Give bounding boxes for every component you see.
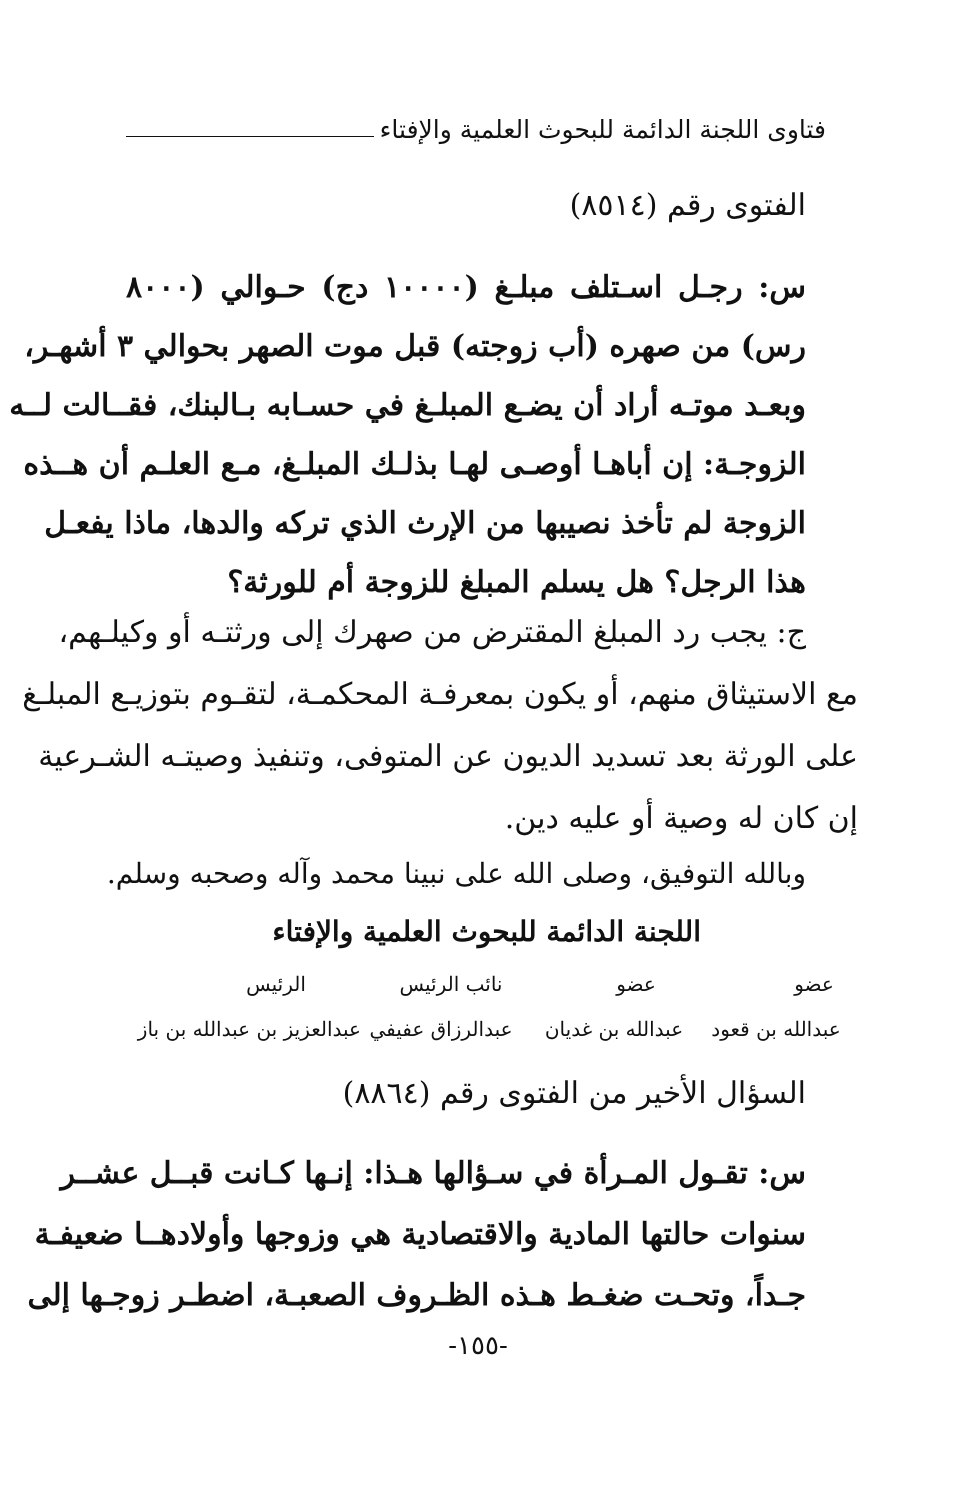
question-line: سنوات حالتها المادية والاقتصادية هي وزوجها وأولادهــا ضعيفـة [34, 1217, 806, 1252]
fatwa-question [27, 1143, 806, 1326]
fatwa-title: الفتوى رقم (٨٥١٤) [569, 188, 806, 223]
fatwa-answer [22, 602, 858, 850]
header-title: فتاوى اللجنة الدائمة للبحوث العلمية والإفتاء [379, 115, 826, 144]
page-number: -١٥٥- [448, 1331, 508, 1361]
question-line: رس) من صهره (أب زوجته) قبل موت الصهر بحوالي ٣ أشهـر، [24, 329, 806, 364]
closing-formula: وبالله التوفيق، وصلى الله على نبينا محمد وآله وصحبه وسلم. [106, 857, 806, 890]
signatory-role: عضو [794, 972, 834, 996]
question-line: الزوجـة: إن أباهـا أوصـى لهـا بذلـك المبلـغ، مـع العلـم أن هــذه [23, 447, 806, 482]
answer-line: ج: يجب رد المبلغ المقترض من صهرك إلى ورثتـه أو وكيلـهم، [58, 615, 806, 650]
answer-line: إن كان له وصية أو عليه دين. [504, 801, 858, 836]
question-line: س: تقـول المـرأة في سـؤالها هـذا: إنـها كـانت قبــل عشــر [60, 1156, 806, 1191]
answer-line: على الورثة بعد تسديد الديون عن المتوفى، وتنفيذ وصيتـه الشـرعية [38, 739, 858, 774]
signatory-role: الرئيس [246, 972, 306, 996]
fatwa-title: السؤال الأخير من الفتوى رقم (٨٨٦٤) [342, 1076, 806, 1111]
question-line: وبعـد موتـه أراد أن يضـع المبلـغ في حسـابه بـالبنك، فقــالت لــه [9, 388, 806, 423]
header-rule [126, 136, 374, 137]
answer-line: مع الاستيثاق منهم، أو يكون بمعرفـة المحكمـة، لتقـوم بتوزيـع المبلـغ [22, 677, 858, 712]
fatwa-question [9, 258, 806, 612]
question-line: هذا الرجل؟ هل يسلم المبلغ للزوجة أم للورثة؟ [227, 565, 806, 600]
signatory-name: عبدالله بن قعود [711, 1017, 841, 1041]
signatory-name: عبدالرزاق عفيفي [369, 1017, 513, 1041]
signatory-role: عضو [616, 972, 656, 996]
running-header [126, 104, 826, 144]
question-line: س: رجـل اسـتلف مبلـغ (١٠٠٠٠ دج) حـوالي (٨٠٠٠ [126, 270, 806, 305]
question-line: جـداً، وتحـت ضغـط هـذه الظـروف الصعبـة، اضطـر زوجـها إلى [27, 1278, 806, 1313]
signatory-name: عبدالعزيز بن عبدالله بن باز [137, 1017, 361, 1041]
signatory-role: نائب الرئيس [399, 972, 503, 996]
committee-name: اللجنة الدائمة للبحوث العلمية والإفتاء [272, 915, 701, 948]
question-line: الزوجة لم تأخذ نصيبها من الإرث الذي تركه والدها، ماذا يفعـل [44, 506, 806, 541]
signatory-name: عبدالله بن غديان [544, 1017, 684, 1041]
